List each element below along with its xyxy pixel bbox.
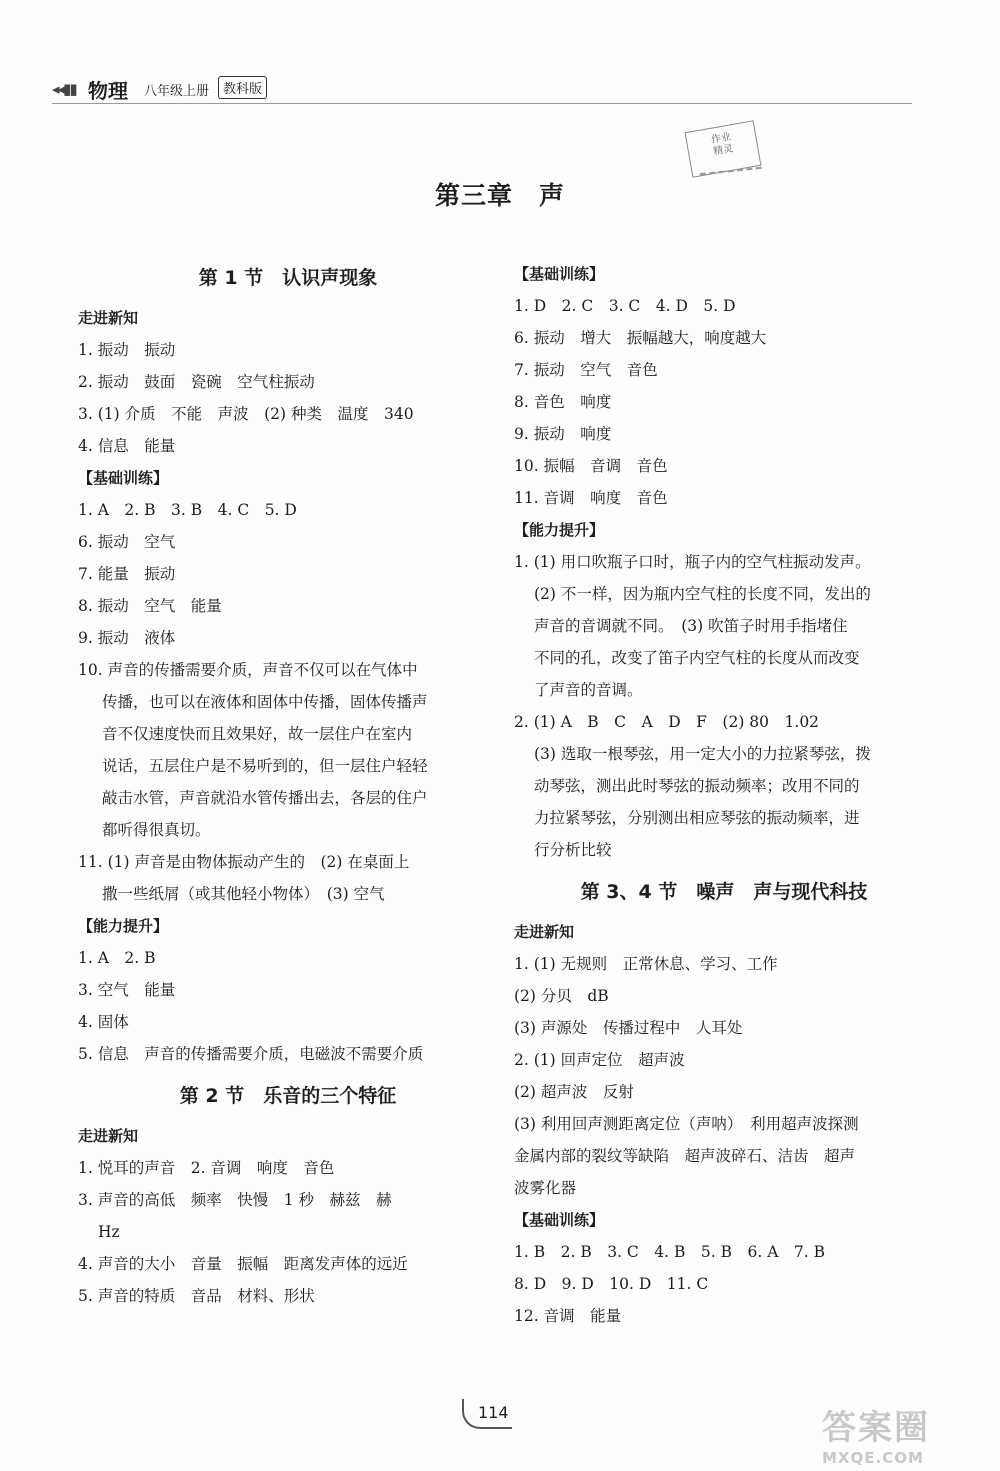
stamp-icon: 作业 精灵 (685, 120, 762, 177)
answer-line: 12. 音调 能量 (514, 1307, 622, 1325)
answer-line: 2. (1) 回声定位 超声波 (514, 1051, 685, 1069)
answer-line: (3) 利用回声测距离定位（声呐） 利用超声波探测 (514, 1115, 859, 1133)
answer-line: 敲击水管，声音就沿水管传播出去，各层的住户 (102, 789, 428, 807)
answer-line: 1. A 2. B (78, 949, 156, 967)
page-number-swoosh-icon (462, 1399, 512, 1429)
answer-line: 4. 固体 (78, 1013, 129, 1031)
answer-line: 撒一些纸屑（或其他轻小物体） (3) 空气 (102, 885, 385, 903)
subheading: 走进新知 (78, 309, 139, 327)
header-subject: 物理 (88, 79, 128, 103)
answer-line: 说话，五层住户是不易听到的，但一层住户轻轻 (102, 757, 428, 775)
answer-line: 1. (1) 无规则 正常休息、学习、工作 (514, 955, 778, 973)
answer-line: 1. (1) 用口吹瓶子口时，瓶子内的空气柱振动发声。 (514, 553, 871, 571)
header-edition-badge: 教科版 (218, 76, 267, 99)
answer-line: 5. 声音的特质 音品 材料、形状 (78, 1287, 315, 1305)
answer-line: 11. (1) 声音是由物体振动产生的 (2) 在桌面上 (78, 853, 410, 871)
chapter-title: 第三章 声 (434, 181, 565, 210)
subheading: 【能力提升】 (514, 521, 605, 539)
right-column (514, 258, 934, 1332)
answer-line: 力拉紧琴弦，分别测出相应琴弦的振动频率，进 (534, 809, 860, 827)
answer-line: 5. 信息 声音的传播需要介质，电磁波不需要介质 (78, 1045, 424, 1063)
answer-line: 金属内部的裂纹等缺陷 超声波碎石、洁齿 超声 (514, 1147, 856, 1165)
answer-line: 8. 振动 空气 能量 (78, 597, 222, 615)
subheading: 走进新知 (514, 923, 575, 941)
subheading: 【能力提升】 (78, 917, 169, 935)
answer-line: 波雾化器 (514, 1179, 577, 1197)
answer-line: 4. 声音的大小 音量 振幅 距离发声体的远近 (78, 1255, 408, 1273)
answer-line: 7. 振动 空气 音色 (514, 361, 658, 379)
answer-line: 10. 振幅 音调 音色 (514, 457, 668, 475)
answer-line: 1. 悦耳的声音 2. 音调 响度 音色 (78, 1159, 335, 1177)
answer-line: 了声音的音调。 (534, 681, 643, 699)
answer-line: 3. 声音的高低 频率 快慢 1 秒 赫兹 赫 (78, 1191, 392, 1209)
answer-line: 9. 振动 响度 (514, 425, 612, 443)
answer-line: 6. 振动 增大 振幅越大，响度越大 (514, 329, 767, 347)
section-title: 第 3、4 节 噪声 声与现代科技 (580, 881, 868, 903)
subheading: 【基础训练】 (78, 469, 169, 487)
header-grade: 八年级上册 (144, 84, 210, 99)
answer-line: 1. A 2. B 3. B 4. C 5. D (78, 501, 297, 519)
watermark-logo: 答案圈 (822, 1408, 930, 1448)
page-number: 114 (478, 1403, 509, 1422)
answer-line: 1. 振动 振动 (78, 341, 176, 359)
answer-line: 2. (1) A B C A D F (2) 80 1.02 (514, 713, 820, 731)
answer-line: (2) 超声波 反射 (514, 1083, 634, 1101)
subheading: 【基础训练】 (514, 265, 605, 283)
answer-line: (2) 不一样，因为瓶内空气柱的长度不同，发出的 (534, 585, 871, 603)
answer-line: 8. 音色 响度 (514, 393, 612, 411)
answer-line: Hz (98, 1223, 120, 1241)
answer-line: 9. 振动 液体 (78, 629, 176, 647)
answer-line: 1. B 2. B 3. C 4. B 5. B 6. A 7. B (514, 1243, 826, 1261)
watermark (822, 1400, 992, 1466)
left-column (78, 252, 498, 1312)
answer-line: 2. 振动 鼓面 瓷碗 空气柱振动 (78, 373, 315, 391)
answer-line: 10. 声音的传播需要介质，声音不仅可以在气体中 (78, 661, 418, 679)
answer-line: 6. 振动 空气 (78, 533, 176, 551)
subheading: 【基础训练】 (514, 1211, 605, 1229)
header-marks: ◂◂▮▮ (52, 80, 76, 98)
answer-line: (3) 声源处 传播过程中 人耳处 (514, 1019, 743, 1037)
answer-line: 行分析比较 (534, 841, 612, 859)
answer-line: 传播，也可以在液体和固体中传播，固体传播声 (102, 693, 428, 711)
watermark-url: MXQE.COM (822, 1449, 924, 1467)
answer-line: 都听得很真切。 (102, 821, 211, 839)
page-header (52, 72, 912, 106)
answer-line: 8. D 9. D 10. D 11. C (514, 1275, 709, 1293)
answer-line: 音不仅速度快而且效果好，故一层住户在室内 (102, 725, 413, 743)
answer-line: 不同的孔，改变了笛子内空气柱的长度从而改变 (534, 649, 860, 667)
section-title: 第 1 节 认识声现象 (198, 267, 378, 289)
answer-line: (3) 选取一根琴弦，用一定大小的力拉紧琴弦，拨 (534, 745, 871, 763)
answer-line: 1. D 2. C 3. C 4. D 5. D (514, 297, 736, 315)
answer-line: 声音的音调就不同。 (3) 吹笛子时用手指堵住 (534, 617, 848, 635)
answer-line: 3. 空气 能量 (78, 981, 176, 999)
answer-line: (2) 分贝 dB (514, 987, 609, 1005)
answer-line: 7. 能量 振动 (78, 565, 176, 583)
subheading: 走进新知 (78, 1127, 139, 1145)
answer-line: 11. 音调 响度 音色 (514, 489, 668, 507)
answer-line: 3. (1) 介质 不能 声波 (2) 种类 温度 340 (78, 405, 414, 423)
header-rule (52, 103, 912, 104)
answer-line: 动琴弦，测出此时琴弦的振动频率；改用不同的 (534, 777, 860, 795)
section-title: 第 2 节 乐音的三个特征 (179, 1085, 397, 1107)
answer-line: 4. 信息 能量 (78, 437, 176, 455)
